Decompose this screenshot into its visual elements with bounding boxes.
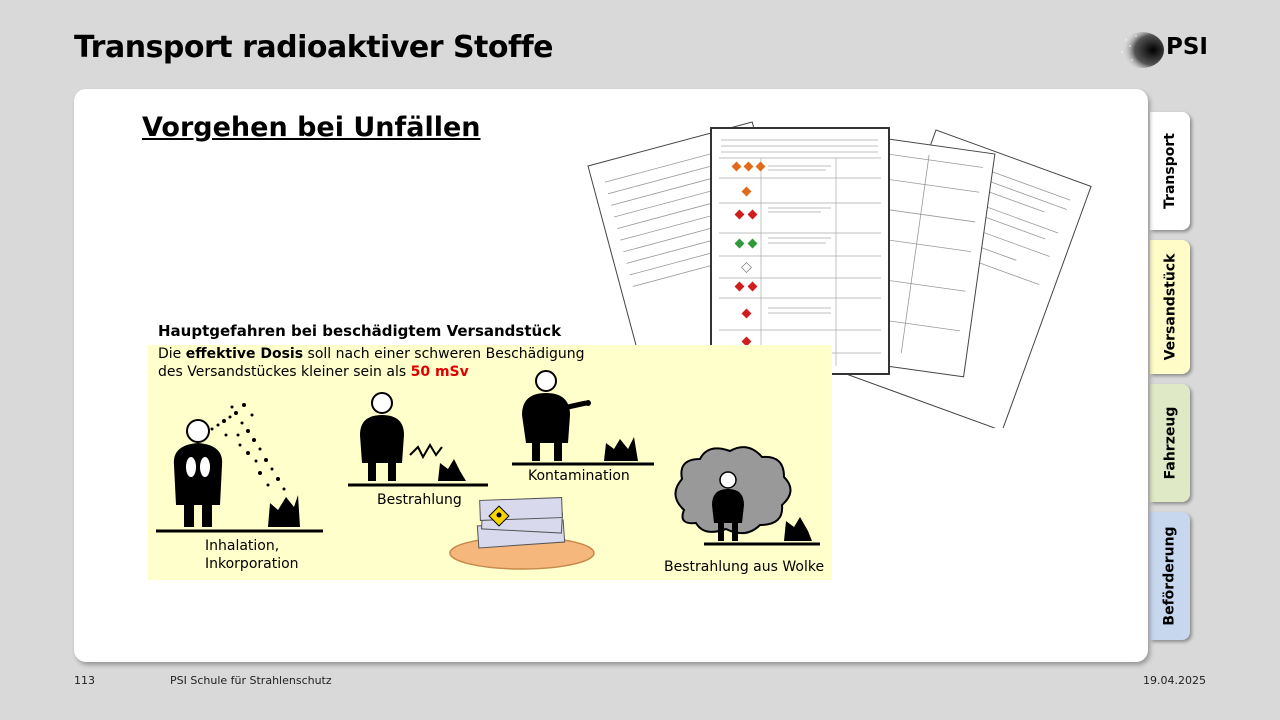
tab-fahrzeug[interactable] (1150, 384, 1190, 502)
dose-bold: effektive Dosis (185, 346, 304, 362)
caption-bestrahlung: Bestrahlung (377, 492, 462, 508)
tab-label: Transport (1162, 133, 1178, 209)
psi-logo (1112, 30, 1212, 72)
caption-kontamination: Kontamination (528, 468, 630, 484)
psi-logo-icon (1112, 30, 1164, 72)
caption-inkorporation: Inkorporation (205, 556, 299, 572)
dose-limit-value: 50 mSv (410, 364, 469, 380)
footer-school: PSI Schule für Strahlenschutz (170, 674, 332, 687)
page-number: 113 (74, 674, 95, 687)
dose-middle: soll nach einer schweren Beschädigung des Versandstückes kleiner sein als (158, 346, 585, 380)
bestrahlung-figure (348, 393, 488, 485)
caption-wolke: Bestrahlung aus Wolke (664, 559, 825, 575)
logo-text: PSI (1166, 34, 1208, 60)
damaged-package-figure (450, 498, 594, 569)
tab-versandstueck[interactable] (1150, 240, 1190, 374)
tab-label: Versandstück (1162, 253, 1178, 361)
tab-befoerderung[interactable] (1150, 512, 1190, 640)
slide-title: Transport radioaktiver Stoffe (74, 30, 553, 65)
tab-label: Beförderung (1162, 526, 1178, 626)
caption-inhalation: Inhalation, (205, 538, 280, 554)
dose-prefix: Die (158, 346, 186, 362)
hazard-heading: Hauptgefahren bei beschädigtem Versandstück (158, 322, 562, 340)
footer-date: 19.04.2025 (1143, 674, 1206, 687)
wolke-figure (675, 447, 820, 544)
tab-transport[interactable] (1150, 112, 1190, 230)
kontamination-figure (512, 371, 654, 464)
tab-label: Fahrzeug (1162, 406, 1179, 480)
section-title: Vorgehen bei Unfällen (142, 112, 481, 143)
inhalation-figure (156, 403, 323, 531)
